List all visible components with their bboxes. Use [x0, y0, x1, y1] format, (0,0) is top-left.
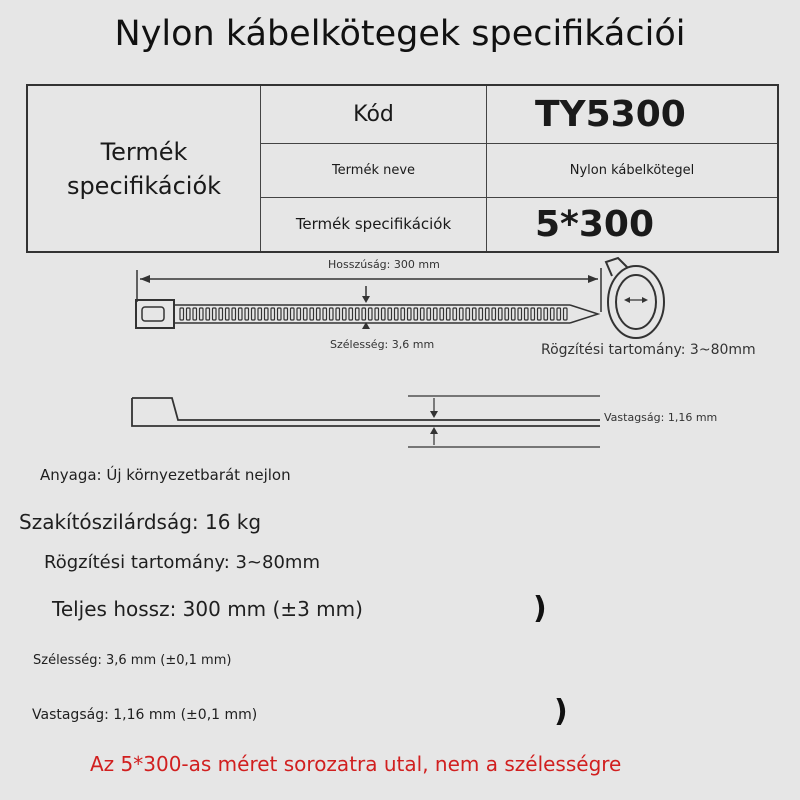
fact-fastening-range: Rögzítési tartomány: 3~80mm — [44, 552, 320, 573]
tie-tooth — [401, 308, 405, 320]
tie-tooth — [187, 308, 191, 320]
fact-tensile-strength: Szakítószilárdság: 16 kg — [19, 510, 262, 534]
spec-label-spec: Termék specifikációk — [261, 197, 487, 252]
tie-tooth — [304, 308, 308, 320]
tie-tooth — [375, 308, 379, 320]
tie-tooth — [200, 308, 204, 320]
fact-total-length: Teljes hossz: 300 mm (±3 mm) — [52, 597, 363, 621]
tie-tooth — [460, 308, 464, 320]
tie-tooth — [206, 308, 210, 320]
tie-tooth — [408, 308, 412, 320]
tie-tooth — [297, 308, 301, 320]
spec-value-code: TY5300 — [487, 85, 779, 143]
tie-tooth — [544, 308, 548, 320]
tie-tooth — [245, 308, 249, 320]
tie-tooth — [525, 308, 529, 320]
tie-tooth — [388, 308, 392, 320]
tie-tooth — [180, 308, 184, 320]
fact-width: Szélesség: 3,6 mm (±0,1 mm) — [33, 653, 232, 668]
length-label: Hosszúság: 300 mm — [328, 258, 440, 271]
tie-tooth — [395, 308, 399, 320]
tie-tooth — [258, 308, 262, 320]
tie-tooth — [486, 308, 490, 320]
width-label: Szélesség: 3,6 mm — [330, 338, 435, 351]
tie-tooth — [219, 308, 223, 320]
tie-tooth — [362, 308, 366, 320]
tie-tooth — [317, 308, 321, 320]
spec-value-spec: 5*300 — [487, 197, 779, 252]
tie-tooth — [336, 308, 340, 320]
tie-tooth — [473, 308, 477, 320]
page-title: Nylon kábelkötegek specifikációi — [114, 14, 686, 54]
range-label: Rögzítési tartomány: 3~80mm — [541, 342, 756, 358]
tie-tooth — [427, 308, 431, 320]
tie-tooth — [512, 308, 516, 320]
tie-tooth — [343, 308, 347, 320]
tie-tooth — [440, 308, 444, 320]
tie-tooth — [531, 308, 535, 320]
loop-diagram — [606, 258, 664, 338]
tie-tooth — [193, 308, 197, 320]
tie-tooth — [479, 308, 483, 320]
tie-tooth — [213, 308, 217, 320]
tie-tooth — [453, 308, 457, 320]
tie-tooth — [564, 308, 568, 320]
spec-row-header: Termék specifikációk — [27, 85, 261, 252]
tie-tooth — [226, 308, 230, 320]
tie-tooth — [434, 308, 438, 320]
tie-tooth — [349, 308, 353, 320]
tie-tooth — [557, 308, 561, 320]
tie-tooth — [518, 308, 522, 320]
tie-tooth — [330, 308, 334, 320]
tie-tooth — [284, 308, 288, 320]
tie-tooth — [356, 308, 360, 320]
tie-tooth — [265, 308, 269, 320]
size-note: Az 5*300-as méret sorozatra utal, nem a szélességre — [90, 752, 622, 776]
tie-tooth — [466, 308, 470, 320]
tie-tooth — [499, 308, 503, 320]
tie-tooth — [382, 308, 386, 320]
spec-value-name: Nylon kábelkötegel — [487, 143, 779, 197]
tie-tooth — [538, 308, 542, 320]
tie-tooth — [232, 308, 236, 320]
cable-tie-side-view — [132, 396, 600, 447]
tie-tooth — [239, 308, 243, 320]
tie-tooth — [421, 308, 425, 320]
tie-tooth — [252, 308, 256, 320]
fact-thickness: Vastagság: 1,16 mm (±0,1 mm) — [32, 707, 258, 723]
tie-tooth — [369, 308, 373, 320]
tie-tooth — [492, 308, 496, 320]
spec-label-name: Termék neve — [261, 143, 487, 197]
thickness-label: Vastagság: 1,16 mm — [604, 411, 718, 424]
paren-mark: ) — [554, 694, 568, 729]
tie-tooth — [310, 308, 314, 320]
tie-tooth — [323, 308, 327, 320]
tie-tooth — [551, 308, 555, 320]
spec-label-code: Kód — [261, 85, 487, 143]
tie-tooth — [271, 308, 275, 320]
tie-tooth — [414, 308, 418, 320]
tie-tooth — [278, 308, 282, 320]
fact-material: Anyaga: Új környezetbarát nejlon — [40, 466, 291, 484]
tie-tooth — [291, 308, 295, 320]
tie-tooth — [447, 308, 451, 320]
paren-mark: ) — [533, 591, 547, 626]
tie-tooth — [505, 308, 509, 320]
